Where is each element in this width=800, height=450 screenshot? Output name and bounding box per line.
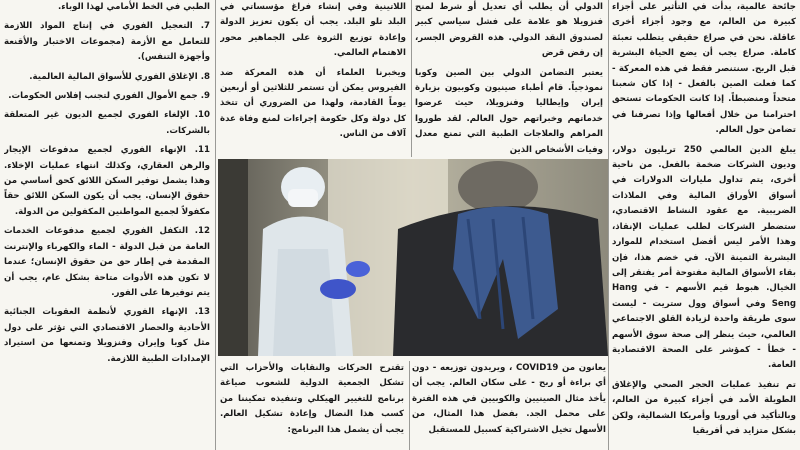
column-divider [215, 0, 216, 450]
paragraph: ويخبرنا العلماء أن هذه المعركة ضد الفيروس يمكن أن تستمر للثلاثين أو أربعين يوماً القادمة، ولهذا من الضروري أن تتخذ كل دولة وكل حكومة إجراءات لمنع وفاة عدة آلاف من الناس. [220, 67, 406, 140]
column-divider [409, 361, 410, 450]
article-column-4 [4, 0, 210, 450]
paragraph: تم تنفيذ عمليات الحجر الصحي والإغلاق الطويلة الأمد في أجزاء كبيرة من العالم، وبالتأكيد في أوروبا وأمريكا الشمالية، ولكن بشكل متزايد في أفريقيا [612, 379, 796, 436]
paragraph: اللاتينية وفي إنشاء فراغ مؤسساتي في البلد تلو البلد. يجب أن يكون تعزيز الدولة وإعادة توزيع الثروة على الجماهير محور الاهتمام العالمي. [220, 2, 406, 59]
caption-left [220, 361, 404, 450]
article-column-2 [415, 0, 603, 157]
article-column-1 [612, 0, 796, 450]
column-divider [411, 0, 412, 157]
photo-illustration [218, 159, 608, 356]
list-item: الطبي في الخط الأمامي لهذا الوباء. [58, 2, 210, 12]
list-item: 13. الإنهاء الفوري لأنظمة العقوبات الجنائية الأحادية والحصار الاقتصادي التي تؤثر على دول مثل كوبا وإيران وفنزويلا وتمنعها من استيراد الإمدادات الطبية اللازمة. [4, 307, 210, 364]
paragraph: يبلغ الدين العالمي 250 تريليون دولار، وديون الشركات ضخمة بالفعل. من ناحية أخرى، يتم تداول مليارات الدولارات في أسواق الأوراق المالية وفي الملاذات الضريبية. مع عقود النشاط الاقتصادي، ستضطر الشركات لطلب عمليات الإنقاذ، وهذا الأمر ليس أفضل استخدام للموارد البشرية الثمينة الآن. في خضم هذا، فإن بقاء الأسواق المالية مفتوحة أمر يفتقر إلى الخيال. هبوط قيم الأسهم - في Hang Seng وفي أسواق وول ستريت - ليست سوى طريقة واحدة لزيادة القلق الاجتماعي العالمي، حيث ينظر إلى صحة سوق الأسهم - خطأ - كمؤشر على الصحة الاقتصادية العامة. [612, 144, 796, 371]
paragraph: تقترح الحركات والنقابات والأحزاب التي تشكل الجمعية الدولية للشعوب صياغة برنامج للتغيير الهيكلي وتنفيذه تمكيننا من كسب هذا النضال وإعادة تشكيل العالم. يجب أن يشمل هذا البرنامج: [220, 363, 404, 435]
list-item: 7. التعجيل الفوري في إنتاج المواد اللازمة للتعامل مع الأزمة (مجموعات الاختبار والأقنعة وأجهزة التنفس). [4, 21, 210, 63]
list-item: 8. الإغلاق الفوري للأسواق المالية العالمية. [29, 71, 210, 82]
caption-right [412, 361, 606, 450]
paragraph: الدولي أن يطلب أي تعديل أو شرط لمنح فنزويلا هو علامة على فشل سياسي كبير لصندوق النقد الدولي. هذه القروض الجسر، إن رفض قرض [415, 2, 603, 59]
list-item: 9. جمع الأموال الفوري لتجنب إفلاس الحكومات. [8, 91, 210, 102]
paragraph: جائحة عالمية، بدأت في التأثير على أجزاء كبيرة من العالم، مع وجود أجزاء أخرى عاقلة. نحن في صراع حقيقي يتطلب تعبئة كاملة. صراع يجب أن يضع الحياة البشرية قبل الربح. سنتنصر فقط في هذه المعركة - كما فعلت الصين بالفعل - إذا كان شعبنا متحداً ومنضبطاً. إذا كانت الحكومات تستحق احترامنا من خلال أفعالها وإذا تصرفنا في تضامن حول العالم. [612, 2, 796, 136]
paragraph: يعانون من COVID19 ، ويريدون توزيعه - دون أي براءة أو ربح - على سكان العالم. يجب أن يأخذ مثال الصينيين والكوبيين في هذه الفترة على محمل الجد. بفضل هذا المثال، من الأسهل تخيل الاشتراكية كسبيل للمستقبل [412, 363, 606, 435]
column-divider [608, 0, 609, 450]
list-item: 10. الإلغاء الفوري لجميع الديون غير المتعلقة بالشركات. [4, 110, 210, 136]
article-column-3 [220, 0, 406, 157]
list-item: 12. التكفل الفوري لجميع مدفوعات الخدمات العامة من قبل الدولة - الماء والكهرباء والإنترنت المقدمة في إطار حق من حقوق الإنسان؛ عندما لا تكون هذه الأدوات متاحة بشكل عام، يجب أن يتم توفيرها على الفور. [4, 226, 210, 298]
paragraph: يعتبر التضامن الدولي بين الصين وكوبا نموذجياً. قام أطباء صينيون وكوبيون بزيارة إيران وإيطاليا وفنزويلا، حيث عرضوا خدماتهم وخبراتهم حول العالم. لقد طوروا المراهم والعلاجات الطبية التي تمنع معدل وفيات الأشخاص الذين [415, 67, 603, 155]
news-photo [218, 159, 608, 356]
list-item: 11. الإنهاء الفوري لجميع مدفوعات الإيجار والرهن العقاري، وكذلك انتهاء عمليات الإخلاء. وهذا يشمل توفير السكن اللائق كحق أساسي من حقوق الإنسان. يجب أن يكون السكن اللائق حقاً مكفولاً لجميع المواطنين المكفولين من الدولة. [4, 145, 210, 217]
